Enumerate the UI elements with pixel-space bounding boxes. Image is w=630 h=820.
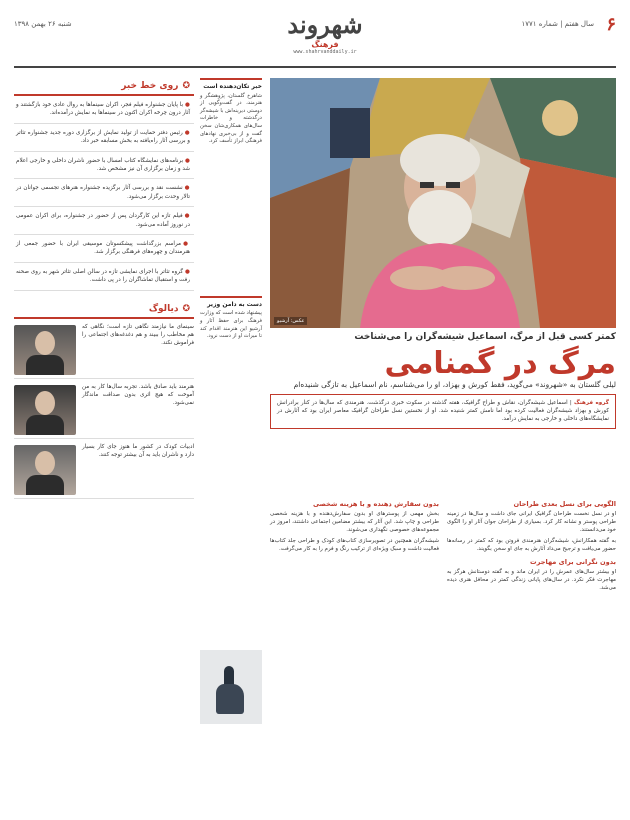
dialog-section bbox=[14, 301, 194, 499]
article-subhead: بدون سفارش دهنده و با هزینه شخصی bbox=[312, 500, 439, 508]
article-paragraph: او بیشتر سال‌های عمرش را در ایران ماند و به گفته دوستانش هرگز به مهاجرت فکر نکرد. در سال‌های پایانی زندگی کمتر در محافل هنری دیده می‌شد. bbox=[447, 568, 616, 591]
news-item: ●مراسم بزرگداشت پیشکسوتان موسیقی ایران با حضور جمعی از هنرمندان و چهره‌های فرهنگی برگزار شد. bbox=[14, 235, 194, 263]
dialog-quote: ادبیات کودک در کشور ما هنوز جای کار بسیار دارد و ناشران باید به آن بیشتر توجه کنند. bbox=[82, 443, 194, 458]
page-header bbox=[14, 8, 616, 70]
portrait-painting-illustration bbox=[270, 78, 616, 328]
article-body bbox=[270, 496, 616, 595]
star-icon: ✪ bbox=[182, 303, 190, 314]
dialog-section-title: ✪دیالوگ bbox=[14, 301, 194, 319]
logo-text: شهروند bbox=[287, 10, 363, 39]
left-column bbox=[14, 78, 194, 810]
bullet-icon: ● bbox=[184, 129, 190, 136]
news-item: ●فیلم تازه این کارگردان پس از حضور در جشنواره، برای اکران عمومی در نوروز آماده می‌شود. bbox=[14, 207, 194, 235]
sidebar-box-text: پیشنهاد شده است که وزارت فرهنگ برای حفظ آثار و آرشیو این هنرمند اقدام کند تا میراث او از دست نرود. bbox=[200, 310, 262, 340]
article-column bbox=[447, 496, 616, 595]
portrait-photo bbox=[14, 445, 76, 495]
bullet-icon: ● bbox=[185, 102, 190, 108]
article-subhead: بدون نگرانی برای مهاجرت bbox=[530, 557, 616, 566]
sidebar-box-title: دست به دامن وزیر bbox=[207, 300, 262, 308]
newspaper-logo[interactable] bbox=[284, 10, 366, 58]
news-item: ●برنامه‌های نمایشگاه کتاب امسال با حضور ناشران داخلی و خارجی اعلام شد و زمان برگزاری آن نیز مشخص شد. bbox=[14, 152, 194, 180]
intro-tag: گروه فرهنگ bbox=[574, 400, 609, 406]
sidebar-box bbox=[200, 78, 262, 146]
figure-shape bbox=[216, 684, 244, 714]
article-paragraph: شیشه‌گران همچنین در تصویرسازی کتاب‌های کودک و طراحی جلد کتاب‌ها فعالیت داشت و سبک ویژه‌ای از ترکیب رنگ و فرم را به کار می‌گرفت. bbox=[270, 538, 439, 553]
article-headline[interactable]: مرگ در گمنامی bbox=[384, 346, 616, 381]
header-divider bbox=[14, 66, 616, 68]
dialog-quote: سینمای ما نیازمند نگاهی تازه است؛ نگاهی که هم مخاطب را ببیند و هم دغدغه‌های اجتماعی را فراموش نکند. bbox=[82, 323, 194, 347]
article-paragraph: به گفته همکارانش، شیشه‌گران هنرمندی فروتن بود که کمتر در رسانه‌ها حضور می‌یافت و ترجیح می‌داد آثارش به جای او سخن بگویند. bbox=[447, 538, 616, 553]
sidebar-box-title: خبر تکان‌دهنده است bbox=[203, 83, 262, 90]
news-section-title: ✪روی خط خبر bbox=[14, 78, 194, 96]
news-item: ●رئیس دفتر حمایت از تولید نمایش از برگزاری دوره جدید جشنواره تئاتر و بررسی آثار راه‌یافته به بخش مسابقه خبر داد. bbox=[14, 124, 194, 152]
bullet-icon: ● bbox=[184, 185, 190, 192]
logo-section: فرهنگ bbox=[311, 40, 339, 49]
sidebar-box bbox=[200, 296, 262, 341]
photo-caption: عکس: آرشیو bbox=[274, 317, 307, 325]
page-number: ۶ bbox=[606, 14, 616, 35]
article-intro: گروه فرهنگ | اسماعیل شیشه‌گران، نقاش و طراح گرافیک، هفته گذشته در سکوت خبری درگذشت. هنرمندی که سال‌ها در کنار برادرانش کورش و بهزاد شیشه‌گران فعالیت کرده بود اما نامش کمتر شنیده شد. او از نخستین نسل طراحان گرافیک معاصر ایران بود که آثارش در نمایشگاه‌های داخلی و خارجی به نمایش درآمد. bbox=[270, 394, 616, 429]
article-paragraph: بخش مهمی از پوسترهای او بدون سفارش‌دهنده و با هزینه شخصی طراحی و چاپ شد. این آثار که بیشتر مضامین اجتماعی داشتند، امروز در مجموعه‌های خصوصی نگهداری می‌شوند. bbox=[270, 511, 439, 534]
intro-text: اسماعیل شیشه‌گران، نقاش و طراح گرافیک، هفته گذشته در سکوت خبری درگذشت. هنرمندی که سال‌ها در کنار برادرانش کورش و بهزاد شیشه‌گران فعالیت کرده بود اما نامش کمتر شنیده شد. او از نخستین نسل طراحان گرافیک معاصر ایران بود که آثارش در نمایشگاه‌های داخلی و خارجی به نمایش درآمد. bbox=[277, 400, 609, 423]
bullet-icon: ● bbox=[183, 241, 190, 248]
issue-info: سال هفتم | شماره ۱۷۷۱ bbox=[521, 20, 594, 28]
dialog-item bbox=[14, 443, 194, 499]
dialog-quote: هنرمند باید صادق باشد. تجربه سال‌ها کار به من آموخت که هیچ اثری بدون صداقت ماندگار نمی‌شود. bbox=[82, 383, 194, 407]
dialog-item bbox=[14, 383, 194, 439]
news-item: ●با پایان جشنواره فیلم فجر، اکران سینماها به روال عادی خود بازگشتند و آثار درون چرخه اکران اکنون در سینماها به نمایش درآمده‌اند. bbox=[14, 96, 194, 124]
article-column bbox=[270, 496, 439, 595]
news-item: ●نشست نقد و بررسی آثار برگزیده جشنواره هنرهای تجسمی جوانان در تالار وحدت برگزار می‌شود. bbox=[14, 179, 194, 207]
sidebar-column bbox=[200, 78, 262, 728]
logo-url: www.shahrvanddaily.ir bbox=[293, 49, 357, 55]
star-icon: ✪ bbox=[182, 81, 190, 91]
sidebar-box-text: شاهرخ گلستان، پژوهشگر و هنرمند، در گفت‌وگویی از دوستی دیرینه‌اش با شیشه‌گر درگذشته و خاطرات سال‌های همکاری‌شان سخن گفت و از بی‌خبری نهادهای فرهنگی ابراز تأسف کرد. bbox=[200, 92, 262, 145]
portrait-photo bbox=[14, 325, 76, 375]
main-article bbox=[270, 78, 616, 810]
issue-date: شنبه ۲۶ بهمن ۱۳۹۸ bbox=[14, 20, 72, 28]
article-photo bbox=[270, 78, 616, 328]
article-kicker: کمتر کسی قبل از مرگ، اسماعیل شیشه‌گران را می‌شناخت bbox=[354, 332, 616, 342]
news-item: ●گروه تئاتر با اجرای نمایشی تازه در سالن اصلی تئاتر شهر به روی صحنه رفت و استقبال تماشاگران را در پی داشت. bbox=[14, 263, 194, 291]
dialog-item bbox=[14, 323, 194, 379]
article-lead: لیلی گلستان به «شهروند» می‌گوید، فقط کورش و بهزاد، او را می‌شناسم، نام اسماعیل به تازگی شنیده‌ام bbox=[293, 380, 616, 389]
bullet-icon: ● bbox=[184, 213, 190, 220]
article-paragraph: او در نسل نخست طراحان گرافیک ایرانی جای داشت و سال‌ها در زمینه طراحی پوستر و نشانه کار کرد. بسیاری از طراحان جوان آثار او را الگوی خود می‌دانستند. bbox=[447, 511, 616, 534]
related-photo bbox=[200, 650, 262, 724]
article-subhead: الگویی برای نسل بعدی طراحان bbox=[513, 500, 616, 508]
bullet-icon: ● bbox=[185, 268, 190, 275]
bullet-icon: ● bbox=[185, 157, 190, 164]
portrait-photo bbox=[14, 385, 76, 435]
